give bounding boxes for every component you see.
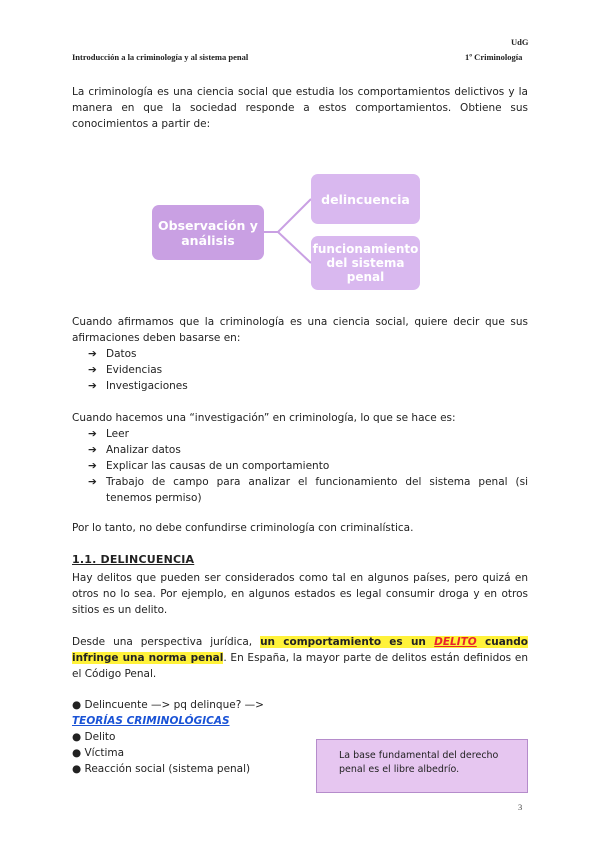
header-course: Introducción a la criminología y al sistema penal: [72, 52, 249, 62]
page-number: 3: [518, 802, 523, 812]
list-item-label: Leer: [106, 428, 129, 440]
para2-start: Desde una perspectiva jurídica,: [72, 636, 261, 648]
list-item: [72, 729, 312, 745]
arrow-icon: ➔: [88, 428, 97, 440]
list-item: [88, 458, 528, 474]
section-title: 1.1. DELINCUENCIA: [72, 553, 195, 566]
delito-term: DELITO: [434, 636, 477, 648]
intro-paragraph: La criminología es una ciencia social que estudia los comportamientos delictivos y la manera en que la sociedad responde a estos comportamientos. Obtiene sus conocimientos a partir de:: [72, 86, 528, 130]
list-item: [88, 362, 528, 378]
list-item-label: Investigaciones: [106, 380, 188, 392]
arrow-icon: ➔: [88, 348, 97, 360]
bullet-icon: ●: [72, 763, 85, 775]
list-item-label: Reacción social (sistema penal): [84, 763, 251, 775]
list-item: [72, 761, 312, 777]
list-item: [72, 745, 312, 761]
arrow-icon: ➔: [88, 364, 97, 376]
list-item-label: Víctima: [84, 747, 125, 759]
section-paragraph-1: Hay delitos que pueden ser considerados como tal en algunos países, pero quizá en otros no lo sea. Por ejemplo, en algunos estados es legal consumir droga y en otros sitios es un delito.: [72, 572, 528, 616]
bullet-icon: ●: [72, 747, 85, 759]
list-item-label: Datos: [106, 348, 137, 360]
diagram-main-box: [152, 205, 264, 260]
diagram-top-label: delincuencia: [321, 191, 410, 207]
diagram-bottom-label: funcionamiento del sistema penal: [312, 242, 419, 284]
list-item-label: Evidencias: [106, 364, 163, 376]
list-item-label: Delincuente —> pq delinque? —>: [84, 699, 264, 711]
bullet-icon: ●: [72, 699, 85, 711]
theories-link[interactable]: TEORÍAS CRIMINOLÓGICAS: [72, 715, 230, 727]
social-science-paragraph: Cuando afirmamos que la criminología es una ciencia social, quiere decir que sus afirmaciones deben basarse en:: [72, 316, 528, 344]
highlight-text-1: un comportamiento es un: [260, 636, 435, 648]
bullet-icon: ●: [72, 731, 85, 743]
header-institution: UdG: [511, 37, 529, 47]
arrow-icon: ➔: [88, 380, 97, 392]
note-text: La base fundamental del derecho penal es el libre albedrío.: [339, 750, 499, 775]
list-item: [88, 442, 528, 458]
list-item: [88, 346, 528, 362]
header-year: 1º Criminología: [465, 52, 523, 62]
highlight-text-2: cuando infringe una norma penal: [72, 636, 528, 664]
list-item: [88, 378, 528, 394]
investigation-paragraph: Cuando hacemos una “investigación” en criminología, lo que se hace es:: [72, 412, 456, 424]
list-item-label: Explicar las causas de un comportamiento: [106, 460, 330, 472]
list-item-label: Delito: [84, 731, 116, 743]
list-item: [88, 474, 528, 506]
arrow-icon: ➔: [88, 444, 97, 456]
list-item: [88, 426, 528, 442]
note-box: [316, 739, 528, 793]
arrow-icon: ➔: [88, 476, 97, 488]
section-paragraph-2: [72, 634, 528, 682]
arrow-icon: ➔: [88, 460, 97, 472]
list-item: [72, 697, 312, 729]
list-item-label: Trabajo de campo para analizar el funcionamiento del sistema penal (si tenemos permiso): [106, 476, 528, 504]
concepts-list: [72, 697, 312, 777]
social-science-list: [88, 346, 528, 394]
connector-bottom-line: [278, 232, 311, 263]
diagram-main-label: Observación y análisis: [158, 217, 258, 248]
diagram-bottom-box: [311, 236, 420, 290]
conclusion-paragraph: Por lo tanto, no debe confundirse criminología con criminalística.: [72, 522, 414, 534]
list-item-label: Analizar datos: [106, 444, 181, 456]
para2-end: . En España, la mayor parte de delitos están definidos en el Código Penal.: [72, 652, 528, 680]
connector-top-line: [264, 199, 311, 232]
diagram-top-box: [311, 174, 420, 224]
investigation-list: [88, 426, 528, 506]
